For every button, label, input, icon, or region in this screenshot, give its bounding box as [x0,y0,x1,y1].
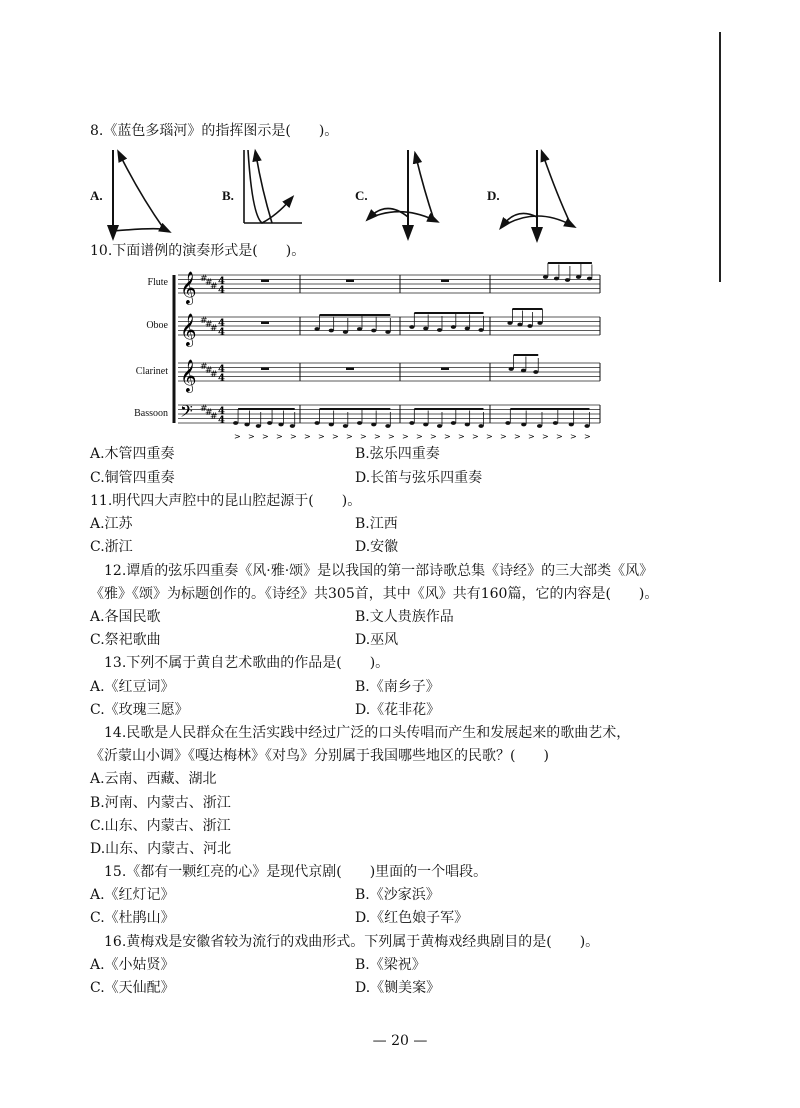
accent-mark: > [556,432,563,441]
note-head [437,328,442,332]
q11-option-a: A.江苏 [90,516,133,532]
note-head [357,327,362,331]
q14-option-a: A.云南、西藏、湖北 [90,771,217,787]
time-signature-bottom: 4 [218,285,225,296]
note-head [233,421,238,425]
sharp-sign: # [210,370,218,380]
note-head [527,324,532,328]
accent-mark: > [234,432,241,441]
accent-mark: > [514,432,521,441]
time-signature-top: 4 [218,406,225,417]
q13-option-d: D.《花非花》 [355,702,441,718]
time-signature-bottom: 4 [218,415,225,426]
note-head [409,421,414,425]
whole-rest [346,280,354,283]
question-15-stem: 15.《都有一颗红亮的心》是现代京剧( )里面的一个唱段。 [104,864,488,880]
note-head [423,327,428,331]
note-head [329,329,334,333]
q10-option-d: D.长笛与弦乐四重奏 [355,470,483,486]
note-head [521,369,526,373]
note-head [371,423,376,427]
accent-mark: > [542,432,549,441]
q12-option-d: D.巫风 [355,632,399,648]
note-head [343,330,348,334]
accent-mark: > [276,432,283,441]
note-head [554,277,559,281]
note-head [507,321,512,325]
q8-option-a-label: A. [90,188,103,203]
accent-mark: > [500,432,507,441]
note-head [437,424,442,428]
question-8-stem: 8.《蓝色多瑙河》的指挥图示是( )。 [90,123,339,139]
note-head [537,321,542,325]
note-head [357,421,362,425]
note-head [465,423,470,427]
whole-rest [261,368,269,371]
note-head [505,421,510,425]
accent-mark: > [290,432,297,441]
q14-option-d: D.山东、内蒙古、河北 [90,841,232,857]
accent-mark: > [388,432,395,441]
note-head [278,423,283,427]
q14-option-c: C.山东、内蒙古、浙江 [90,818,231,834]
treble-clef: 𝄞 [180,359,197,392]
accent-mark: > [402,432,409,441]
time-signature-top: 4 [218,364,225,375]
q8-option-d-label: D. [487,188,500,203]
note-head [343,424,348,428]
accent-mark: > [304,432,311,441]
accent-mark: > [360,432,367,441]
sharp-sign: # [205,366,213,376]
accent-mark: > [570,432,577,441]
q12-option-b: B.文人贵族作品 [355,609,454,625]
sharp-sign: # [200,404,208,414]
q13-option-b: B.《南乡子》 [355,679,440,695]
note-head [543,275,548,279]
note-head [517,323,522,327]
note-head [423,423,428,427]
accent-mark: > [458,432,465,441]
question-13-stem: 13.下列不属于黄自艺术歌曲的作品是( )。 [104,655,390,671]
q11-option-d: D.安徽 [355,539,399,555]
bass-clef: 𝄢 [180,401,193,425]
conducting-diagram-a [100,145,180,240]
conducting-diagram-d [497,145,587,240]
time-signature-top: 4 [218,318,225,329]
note-head [478,328,483,332]
treble-clef: 𝄞 [180,313,197,346]
note-head [537,424,542,428]
sharp-sign: # [210,412,218,422]
note-head [521,423,526,427]
note-head [451,421,456,425]
time-signature-top: 4 [218,276,225,287]
whole-rest [261,322,269,325]
note-head [569,423,574,427]
q11-option-b: B.江西 [355,516,398,532]
q16-option-a: A.《小姑贤》 [90,957,175,973]
q16-option-b: B.《梁祝》 [355,957,426,973]
time-signature-bottom: 4 [218,327,225,338]
instrument-oboe-label: Oboe [146,320,168,331]
accent-mark: > [248,432,255,441]
q10-option-c: C.铜管四重奏 [90,470,175,486]
sharp-sign: # [205,408,213,418]
accent-mark: > [584,432,591,441]
question-10-stem: 10.下面谱例的演奏形式是( )。 [90,243,306,259]
q10-option-b: B.弦乐四重奏 [355,446,440,462]
whole-rest [441,280,449,283]
sharp-sign: # [200,316,208,326]
whole-rest [261,280,269,283]
q12-option-a: A.各国民歌 [90,609,161,625]
question-16-stem: 16.黄梅戏是安徽省较为流行的戏曲形式。下列属于黄梅戏经典剧目的是( )。 [104,934,600,950]
accent-mark: > [346,432,353,441]
note-head [371,329,376,333]
question-14-stem-line1: 14.民歌是人民群众在生活实践中经过广泛的口头传唱而产生和发展起来的歌曲艺术， [104,725,631,741]
note-head [385,330,390,334]
margin-rule [719,32,721,282]
q14-option-b: B.河南、内蒙古、浙江 [90,795,231,811]
q16-option-d: D.《铡美案》 [355,980,441,996]
conducting-diagram-b [232,145,312,240]
accent-mark: > [332,432,339,441]
note-head [587,277,592,281]
sharp-sign: # [200,362,208,372]
whole-rest [346,368,354,371]
accent-mark: > [262,432,269,441]
sharp-sign: # [210,282,218,292]
music-score [170,265,605,445]
note-head [584,424,589,428]
whole-rest [441,368,449,371]
note-head [465,327,470,331]
accent-mark: > [444,432,451,441]
q13-option-c: C.《玫瑰三愿》 [90,702,189,718]
accent-mark: > [528,432,535,441]
q15-option-c: C.《杜鹃山》 [90,910,175,926]
q12-option-c: C.祭祀歌曲 [90,632,161,648]
q8-option-c-label: C. [355,188,368,203]
q15-option-b: B.《沙家浜》 [355,887,440,903]
q15-option-a: A.《红灯记》 [90,887,175,903]
time-signature-bottom: 4 [218,373,225,384]
note-head [256,424,261,428]
question-14-stem-line2: 《沂蒙山小调》《嘎达梅林》《对鸟》分别属于我国哪些地区的民歌？( ) [90,748,549,764]
sharp-sign: # [205,278,213,288]
treble-clef: 𝄞 [180,271,197,304]
note-head [451,325,456,329]
accent-mark: > [374,432,381,441]
sharp-sign: # [200,274,208,284]
conducting-diagram-c [362,145,452,240]
q13-option-a: A.《红豆词》 [90,679,175,695]
instrument-bassoon-label: Bassoon [134,408,168,419]
note-head [329,423,334,427]
note-head [509,367,514,371]
accent-mark: > [472,432,479,441]
note-head [478,424,483,428]
sharp-sign: # [205,320,213,330]
note-head [576,275,581,279]
question-11-stem: 11.明代四大声腔中的昆山腔起源于( )。 [90,493,362,509]
q10-option-a: A.木管四重奏 [90,446,175,462]
accent-mark: > [318,432,325,441]
accent-mark: > [486,432,493,441]
note-head [409,325,414,329]
instrument-clarinet-label: Clarinet [135,366,168,377]
instrument-flute-label: Flute [147,277,168,288]
page-number: — 20 — [372,1033,428,1049]
note-head [314,327,319,331]
note-head [244,423,249,427]
accent-mark: > [430,432,437,441]
note-head [533,370,538,374]
note-head [565,278,570,282]
q15-option-d: D.《红色娘子军》 [355,910,469,926]
question-12-stem-line2: 《雅》《颂》为标题创作的。《诗经》共305首，其中《风》共有160篇，它的内容是( )。 [90,586,659,602]
q16-option-c: C.《天仙配》 [90,980,175,996]
sharp-sign: # [210,324,218,334]
note-head [553,421,558,425]
note-head [290,424,295,428]
q8-option-b-label: B. [222,188,234,203]
q11-option-c: C.浙江 [90,539,133,555]
question-12-stem-line1: 12.谭盾的弦乐四重奏《风·雅·颂》是以我国的第一部诗歌总集《诗经》的三大部类《风》 [104,563,654,579]
note-head [267,421,272,425]
accent-mark: > [416,432,423,441]
note-head [314,421,319,425]
note-head [385,424,390,428]
